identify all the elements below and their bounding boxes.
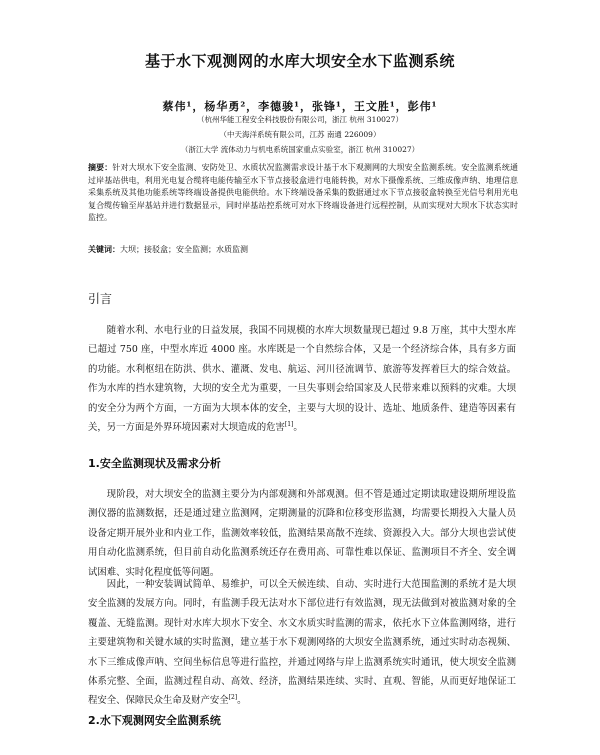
- affiliation-3: （浙江大学 流体动力与机电系统国家重点实验室，浙江 杭州 310027）: [180, 145, 420, 154]
- intro-paragraph: [88, 321, 516, 437]
- section1-paragraph-1: 现阶段，对大坝安全的监测主要分为内部观测和外部观测。但不管是通过定期读取建设期所埋设监测仪器的监测数据，还是通过建立监测网，定期测量的沉降和位移变形监测，均需要长期投入大量人员设备定期开展外业和内业工作，监测效率较低，监测结果高散不连续、资源投入大。部分大坝也尝试使用自动化监测系统，但目前自动化监测系统还存在费用高、可靠性难以保证、监测项目不齐全、安全调试困难、实时化程度低等问题。: [88, 489, 516, 578]
- keywords-label: 关键词：: [88, 245, 120, 254]
- paper-title: 基于水下观测网的水库大坝安全水下监测系统: [144, 52, 455, 70]
- abstract-text: 针对大坝水下安全监测、安防处卫、水质状况监测需求设计基于水下观测网的大坝安全监测系统。安全监测系统通过岸基站供电，利用光电复合缆将电能传输至水下节点接驳盒进行电能转换，对水下摄像系统、三维成像声纳、地理信息采集系统及其他功能系统等终端设备提供电能供给。水下终端设备采集的数据通过水下节点接驳盒转换至光信号利用光电复合缆传输至岸基站并进行数据显示，同时岸基站控系统可对水下终端设备进行远程控制，从而实现对大坝水下状态实时监控。: [88, 163, 519, 223]
- section1-paragraph-2-text: 因此，一种安装调试简单、易维护，可以全天候连续、自动、实时进行大范围监测的系统才是大坝安全监测的发展方向。同时，有监测手段无法对水下部位进行有效监测，现无法做到对被监测对象的全覆盖、无缝监测。现针对水库大坝水下安全、水文水质实时监测的需求，依托水下立体监测网络，进行主要建筑物和关键水域的实时监测，建立基于水下观测网络的大坝安全监测系统，通过实时动态视频、水下三维成像声呐、空间坐标信息等进行监控，并通过网络与岸上监测系统实时通讯，使大坝安全监测体系完整、全面，监测过程自动、高效、经济，监测结果连续、实时、直观、智能，从而更好地保证工程安全、保障民众生命及财产安全: [88, 579, 516, 707]
- intro-heading: 引言: [88, 292, 113, 306]
- intro-paragraph-text: 随着水利、水电行业的日益发展，我国不同规模的水库大坝数量现已超过 9.8 万座，其中大型水库已超过 750 座，中型水库近 4000 座。水库既是一个自然综合体，又是一个经济综合体，具有多方面的功能。水利枢纽在防洪、供水、灌溉、发电、航运、河川径流调节、旅游等发挥着巨大的综合效益。作为水库的挡水建筑物，大坝的安全尤为重要，一旦失事则会给国家及人民带来难以预料的灾难。大坝的安全分为两个方面，一方面为大坝本体的安全，主要与大坝的设计、选址、地质条件、建造等因素有关，另一方面是外界环境因素对大坝造成的危害: [88, 325, 516, 434]
- citation-2: [2]: [228, 694, 238, 702]
- author-list: 蔡伟¹，杨华勇²，李德骏¹，张锋¹，王文胜¹，彭伟¹: [162, 100, 438, 113]
- intro-paragraph-end: 。: [293, 422, 303, 434]
- section1-paragraph-2: [88, 575, 516, 711]
- section-heading-2: 2.水下观测网安全监测系统: [88, 714, 221, 727]
- keywords-text: 大坝；接驳盒；安全监测；水质监测: [120, 245, 248, 254]
- keywords: [88, 244, 518, 256]
- abstract: [88, 162, 518, 225]
- abstract-label: 摘要：: [88, 163, 113, 172]
- section-heading-1: 1.安全监测现状及需求分析: [88, 457, 221, 470]
- citation-1: [1]: [284, 420, 294, 428]
- affiliation-2: （中天海洋系统有限公司，江苏 南通 226009）: [219, 130, 381, 139]
- affiliation-1: （杭州华能工程安全科技股份有限公司，浙江 杭州 310027）: [197, 115, 403, 124]
- section1-paragraph-2-end: 。: [237, 695, 247, 707]
